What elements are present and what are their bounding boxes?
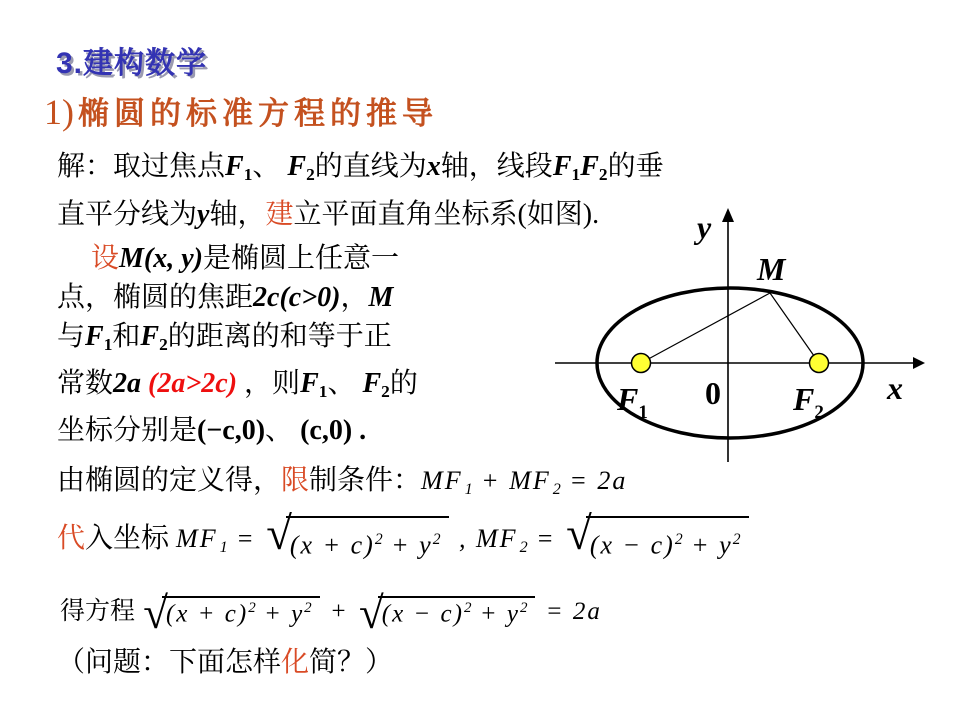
origin-label: 0 — [705, 375, 721, 411]
focus-f1-point — [632, 354, 651, 373]
radical-sign: √ — [143, 587, 168, 638]
ellipse-diagram — [545, 198, 935, 470]
ellipse-equation: √ $(x + c)^2 + y^2$ + √ $(x - c)^2 + y^2$ = 2a — [143, 587, 602, 638]
focus-f2-point — [810, 354, 829, 373]
paragraph-setup: 解：取过焦点F1、 F2的直线为x轴，线段F1F2的垂 直平分线为y轴，建立平面直角坐标系(如图). — [57, 151, 664, 230]
x-axis-label: x — [887, 370, 903, 406]
x-axis-arrow-icon — [913, 357, 925, 369]
slide-subtitle — [44, 88, 438, 133]
focus-f2-label: $F_2$ — [793, 381, 824, 423]
substitution-line: 代入坐标 MF 1 = √ $(x + c)^2 + y^2$ , MF 2 = √ $(x - c)^2 + y^2$ — [57, 516, 751, 568]
question-line: （问题：下面怎样化简？） — [57, 647, 394, 678]
constraint-formula: MF 1 + MF 2 = 2a — [421, 466, 628, 498]
sqrt-expression-2: √ $(x - c)^2 + y^2$ — [359, 596, 535, 631]
equation-line: 得方程 √ $(x + c)^2 + y^2$ + √ $(x - c)^2 + y^2$ = 2a — [60, 587, 602, 638]
segment-m-f1 — [641, 293, 770, 363]
sqrt-expression-2: √ $(x - c)^2 + y^2$ — [566, 516, 748, 566]
radical-sign: √ — [266, 508, 292, 560]
radical-sign: √ — [566, 508, 592, 560]
constraint-line: 由椭圆的定义得，限制条件：MF 1 + MF 2 = 2a — [57, 465, 628, 498]
paragraph-definition: 设M(x, y)是椭圆上任意一 点，椭圆的焦距2c(c>0)，M 与F1和F2的距离的和等于正 常数2a (2a>2c) ，则F1、 F2的 坐标分别是(−c,0)、 (c,0) . — [57, 243, 418, 446]
sqrt-expression-1: √ $(x + c)^2 + y^2$ — [266, 516, 448, 566]
y-axis-label: y — [697, 209, 712, 245]
slide-title: 3.建构数学 — [56, 47, 208, 80]
point-m-label: M — [757, 251, 786, 287]
radical-sign: √ — [359, 587, 384, 638]
sqrt-expression-1: √ $(x + c)^2 + y^2$ — [143, 596, 319, 631]
subtitle-text: 椭圆的标准方程的推导 — [78, 96, 438, 131]
y-axis-arrow-icon — [722, 208, 734, 222]
distance-formulas: MF 1 = √ $(x + c)^2 + y^2$ , MF 2 = √ $(x - c)^2 + y^2$ — [176, 524, 750, 553]
focus-f1-label: $F_1$ — [617, 381, 648, 423]
subtitle-number: 1) — [44, 92, 74, 132]
